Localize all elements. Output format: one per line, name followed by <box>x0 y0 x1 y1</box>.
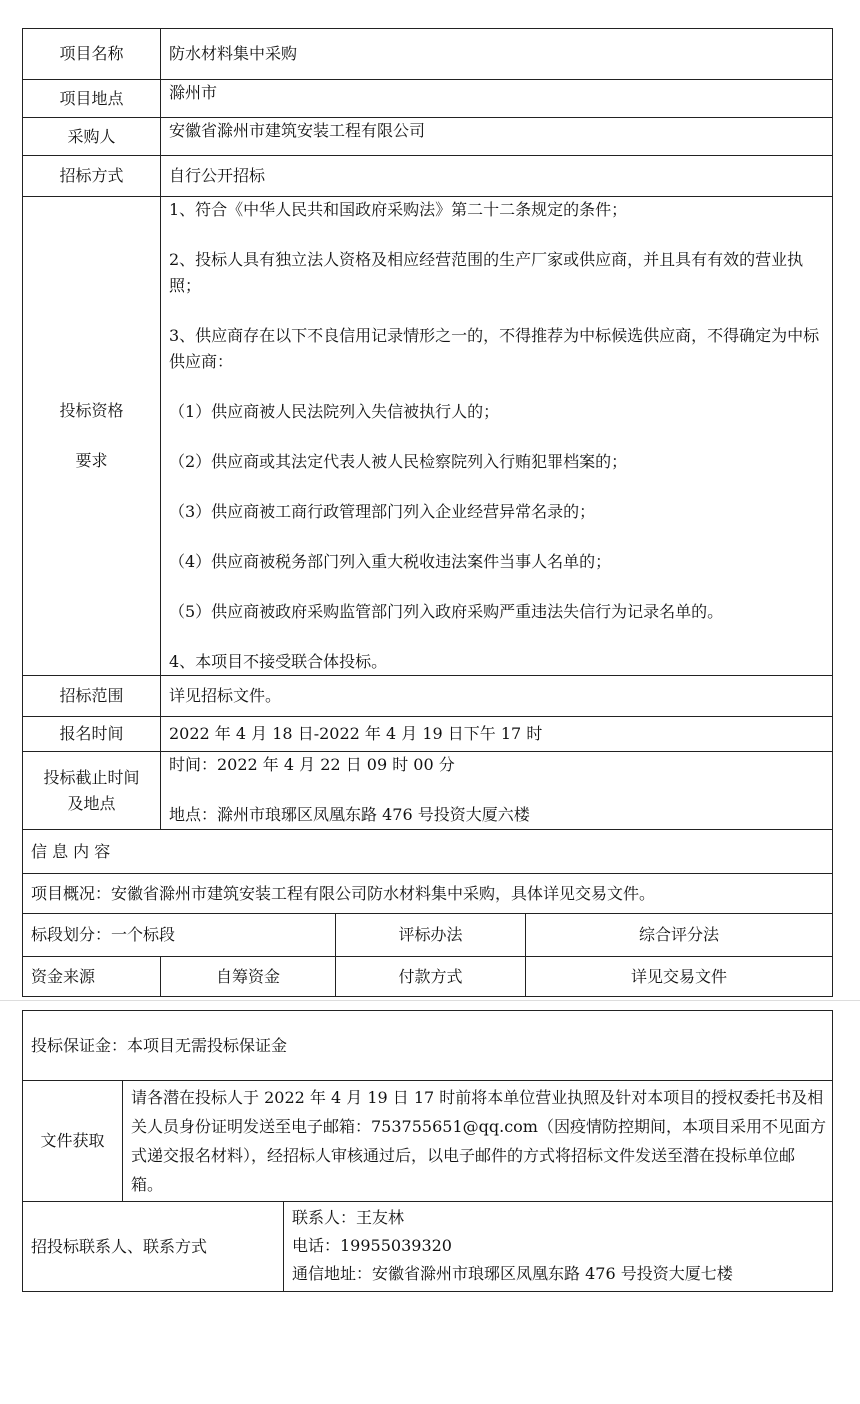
row-fund-payment <box>23 957 833 997</box>
tender-info-table <box>22 28 833 997</box>
project-name-label: 项目名称 <box>23 29 161 80</box>
deadline-time: 时间：2022 年 4 月 22 日 09 时 00 分 <box>169 755 455 774</box>
deadline-place: 地点：滁州市琅琊区凤凰东路 476 号投资大厦六楼 <box>169 805 530 824</box>
project-location-label: 项目地点 <box>23 80 161 118</box>
row-overview <box>23 874 833 914</box>
registration-time-label: 报名时间 <box>23 717 161 752</box>
contact-details <box>284 1202 833 1292</box>
contact-address: 通信地址：安徽省滁州市琅琊区凤凰东路 476 号投资大厦七楼 <box>292 1264 733 1283</box>
deadline-label <box>23 752 161 830</box>
payment-value: 详见交易文件 <box>526 957 833 997</box>
qualification-item: （2）供应商或其法定代表人被人民检察院列入行贿犯罪档案的； <box>169 452 628 471</box>
qualification-item: （4）供应商被税务部门列入重大税收违法案件当事人名单的； <box>169 552 612 571</box>
row-section-evaluation <box>23 914 833 957</box>
qualification-requirements <box>161 197 833 676</box>
contact-person: 联系人：王友林 <box>292 1208 405 1227</box>
row-project-location <box>23 80 833 118</box>
deadline-value <box>161 752 833 830</box>
row-project-name <box>23 29 833 80</box>
qualification-label <box>23 197 161 676</box>
qualification-item: （5）供应商被政府采购监管部门列入政府采购严重违法失信行为记录名单的。 <box>169 602 724 621</box>
project-overview: 项目概况：安徽省滁州市建筑安装工程有限公司防水材料集中采购，具体详见交易文件。 <box>23 874 833 914</box>
contact-phone: 电话：19955039320 <box>292 1236 452 1255</box>
tender-info-table-continued <box>22 1010 833 1292</box>
registration-time-value: 2022 年 4 月 18 日-2022 年 4 月 19 日下午 17 时 <box>161 717 833 752</box>
project-location-value: 滁州市 <box>161 80 833 118</box>
row-bid-scope <box>23 676 833 717</box>
row-info-header <box>23 830 833 874</box>
purchaser-label: 采购人 <box>23 118 161 156</box>
row-contact <box>23 1202 833 1292</box>
section-division: 标段划分：一个标段 <box>23 914 336 957</box>
deposit: 投标保证金：本项目无需投标保证金 <box>23 1011 833 1081</box>
qualification-item: （1）供应商被人民法院列入失信被执行人的； <box>169 402 500 421</box>
bid-method-label: 招标方式 <box>23 156 161 197</box>
bid-scope-value: 详见招标文件。 <box>161 676 833 717</box>
qualification-item: 3、供应商存在以下不良信用记录情形之一的，不得推荐为中标候选供应商，不得确定为中标供应商： <box>169 326 820 371</box>
row-qualification <box>23 197 833 676</box>
bid-method-value: 自行公开招标 <box>161 156 833 197</box>
evaluation-value: 综合评分法 <box>526 914 833 957</box>
row-registration-time <box>23 717 833 752</box>
fund-source-label: 资金来源 <box>23 957 161 997</box>
row-bid-method <box>23 156 833 197</box>
payment-label: 付款方式 <box>336 957 526 997</box>
deadline-label-line1: 投标截止时间 <box>43 767 140 787</box>
row-file-acquisition <box>23 1081 833 1202</box>
evaluation-label: 评标办法 <box>336 914 526 957</box>
bid-scope-label: 招标范围 <box>23 676 161 717</box>
file-acquisition-label: 文件获取 <box>23 1081 123 1202</box>
file-acquisition-value: 请各潜在投标人于 2022 年 4 月 19 日 17 时前将本单位营业执照及针对本项目的授权委托书及相关人员身份证明发送至电子邮箱：753755651@qq.com（因疫情防控期间，本项目采用不见面方式递交报名材料），经招标人审核通过后，以电子邮件的方式将招标文件发送至潜在投标单位邮箱。 <box>123 1081 833 1202</box>
fund-source-value: 自筹资金 <box>161 957 336 997</box>
qualification-item: 4、本项目不接受联合体投标。 <box>169 652 388 671</box>
purchaser-value: 安徽省滁州市建筑安装工程有限公司 <box>161 118 833 156</box>
row-deadline <box>23 752 833 830</box>
project-name-value: 防水材料集中采购 <box>161 29 833 80</box>
page-break-line <box>0 1000 860 1001</box>
row-deposit <box>23 1011 833 1081</box>
qualification-label-line1: 投标资格 <box>59 401 124 420</box>
qualification-item: 2、投标人具有独立法人资格及相应经营范围的生产厂家或供应商，并且具有有效的营业执照； <box>169 250 804 295</box>
qualification-item: （3）供应商被工商行政管理部门列入企业经营异常名录的； <box>169 502 596 521</box>
deadline-label-line2: 及地点 <box>67 793 116 813</box>
qualification-item: 1、符合《中华人民共和国政府采购法》第二十二条规定的条件； <box>169 200 628 219</box>
row-purchaser <box>23 118 833 156</box>
info-header: 信 息 内 容 <box>23 830 833 874</box>
qualification-label-line2: 要求 <box>75 451 108 470</box>
contact-label: 招投标联系人、联系方式 <box>23 1202 284 1292</box>
